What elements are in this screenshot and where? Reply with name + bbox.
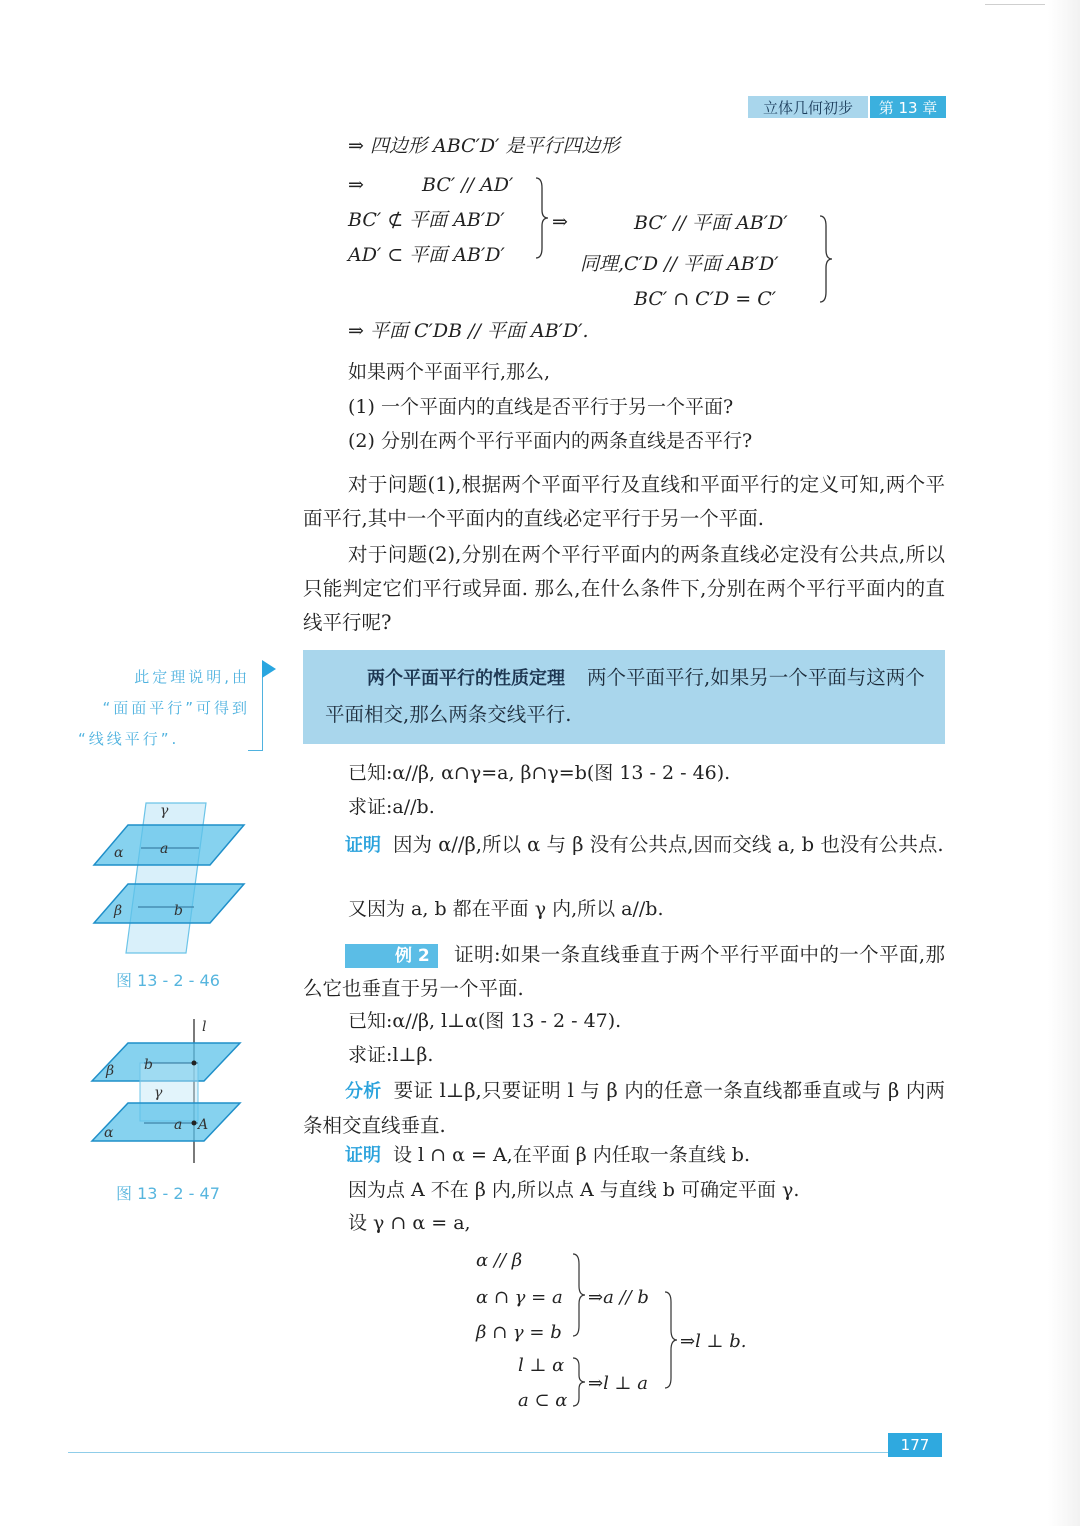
proof-line-1: ⇒ 四边形 ABC′D′ 是平行四边形 [348, 135, 620, 157]
side-note-line-2: “面面平行”可得到 [102, 699, 250, 717]
prove-2: 求证:l⊥β. [348, 1044, 434, 1066]
plane-alpha [92, 1103, 240, 1141]
label-beta: β [106, 1063, 115, 1079]
given-1: 已知:α//β, α∩γ=a, β∩γ=b(图 13 - 2 - 46). [348, 762, 731, 784]
proof-line-2: BC′ // AD′ [422, 174, 514, 196]
example-2-statement-block [303, 938, 945, 1006]
chain-final: ⇒l ⊥ b. [680, 1331, 747, 1352]
paragraph-1: 对于问题(1),根据两个平面平行及直线和平面平行的定义可知,两个平面平行,其中一个平面内的直线必定平行于另一个平面. [303, 473, 945, 530]
analysis-label: 分析 [345, 1081, 382, 1102]
figure-46-caption: 图 13 - 2 - 46 [116, 971, 220, 990]
side-note-flag-icon [262, 660, 276, 678]
side-note-line-1: 此定理说明,由 [134, 668, 250, 686]
label-gamma: γ [154, 1085, 163, 1101]
label-alpha: α [114, 845, 124, 861]
example-2-statement: 证明:如果一条直线垂直于两个平行平面中的一个平面,那么它也垂直于另一个平面. [303, 943, 945, 1000]
label-A: A [198, 1117, 209, 1133]
proof-line-3: BC′ ⊄ 平面 AB′D′ [348, 209, 505, 231]
given-2: 已知:α//β, l⊥α(图 13 - 2 - 47). [348, 1010, 622, 1032]
side-note-line-3: “线线平行”. [78, 730, 180, 748]
proof-1-body: 因为 α//β,所以 α 与 β 没有公共点,因而交线 a, b 也没有公共点. [393, 833, 944, 856]
example-2-badge: 例 2 [345, 944, 438, 968]
proof-mid-arrow: ⇒ [552, 211, 568, 233]
brace-chain-final [662, 1290, 680, 1390]
analysis-text: 要证 l⊥β,只要证明 l 与 β 内的任意一条直线都垂直或与 β 内两条相交直线垂直. [303, 1079, 945, 1137]
figure-47-caption: 图 13 - 2 - 47 [116, 1184, 220, 1203]
proof-1-block [303, 828, 945, 863]
label-b: b [144, 1057, 153, 1073]
figure-13-2-46 [88, 795, 248, 960]
proof-line-4: AD′ ⊂ 平面 AB′D′ [348, 244, 505, 266]
paragraph-2: 对于问题(2),分别在两个平行平面内的两条直线必定没有公共点,所以只能判定它们平行或异面. 那么,在什么条件下,分别在两个平行平面内的直线平行呢? [303, 543, 945, 634]
page-number: 177 [888, 1433, 942, 1457]
chain-3: β ∩ γ = b [476, 1322, 562, 1343]
brace-chain-1 [570, 1252, 588, 1338]
chain-5: a ⊂ α [518, 1390, 568, 1411]
label-beta: β [114, 903, 123, 919]
header-chapter: 第 13 章 [870, 96, 946, 118]
brace-right-group [816, 214, 836, 304]
proof-right-3: BC′ ∩ C′D = C′ [634, 288, 777, 310]
figure-13-2-47 [88, 1015, 248, 1167]
proof-2-line-1 [345, 1142, 750, 1169]
proof-right-2: 同理,C′D // 平面 AB′D′ [580, 253, 779, 275]
proof-right-1: BC′ // 平面 AB′D′ [634, 212, 788, 234]
proof-2-line-1-text: 设 l ∩ α = A,在平面 β 内任取一条直线 b. [393, 1144, 751, 1166]
proof-1-body-2: 又因为 a, b 都在平面 γ 内,所以 a//b. [348, 898, 664, 920]
page-edge-shadow [1048, 0, 1080, 1526]
question-intro: 如果两个平面平行,那么, [348, 361, 551, 383]
label-a: a [174, 1117, 183, 1133]
chain-result-2: ⇒l ⊥ a [588, 1373, 648, 1394]
chain-result-1: ⇒a // b [588, 1287, 649, 1308]
side-note-bracket [248, 668, 263, 751]
side-note [70, 662, 250, 755]
point-on-beta [192, 1061, 197, 1066]
label-a: a [160, 841, 169, 857]
point-A [192, 1121, 197, 1126]
question-1: (1) 一个平面内的直线是否平行于另一个平面? [348, 396, 734, 418]
top-edge-line [985, 4, 1045, 5]
proof-conclusion: ⇒ 平面 C′DB // 平面 AB′D′. [348, 320, 589, 342]
chain-4: l ⊥ α [518, 1355, 565, 1376]
label-l: l [202, 1019, 207, 1035]
label-alpha: α [104, 1125, 114, 1141]
theorem-body: 两个平面平行,如果另一个平面与这两个平面相交,那么两条交线平行. [325, 666, 925, 726]
bottom-rule [68, 1452, 942, 1453]
proof-2-line-2: 因为点 A 不在 β 内,所以点 A 与直线 b 可确定平面 γ. [348, 1179, 800, 1201]
label-b: b [174, 903, 183, 919]
analysis-block [303, 1074, 945, 1143]
label-gamma: γ [160, 803, 169, 819]
theorem-title: 两个平面平行的性质定理 [367, 668, 565, 689]
header-topic: 立体几何初步 [748, 96, 868, 118]
chain-1: α // β [476, 1250, 523, 1271]
brace-chain-2 [570, 1356, 588, 1408]
proof-2-line-3: 设 γ ∩ α = a, [348, 1212, 471, 1234]
proof-2-label: 证明 [345, 1145, 381, 1166]
chain-2: α ∩ γ = a [476, 1287, 563, 1308]
proof-line-2-arrow: ⇒ [348, 174, 364, 196]
theorem-text [325, 660, 925, 733]
brace-left-group [532, 176, 552, 260]
prove-1: 求证:a//b. [348, 796, 435, 818]
question-2: (2) 分别在两个平行平面内的两条直线是否平行? [348, 430, 753, 452]
proof-1-label: 证明 [345, 835, 381, 856]
